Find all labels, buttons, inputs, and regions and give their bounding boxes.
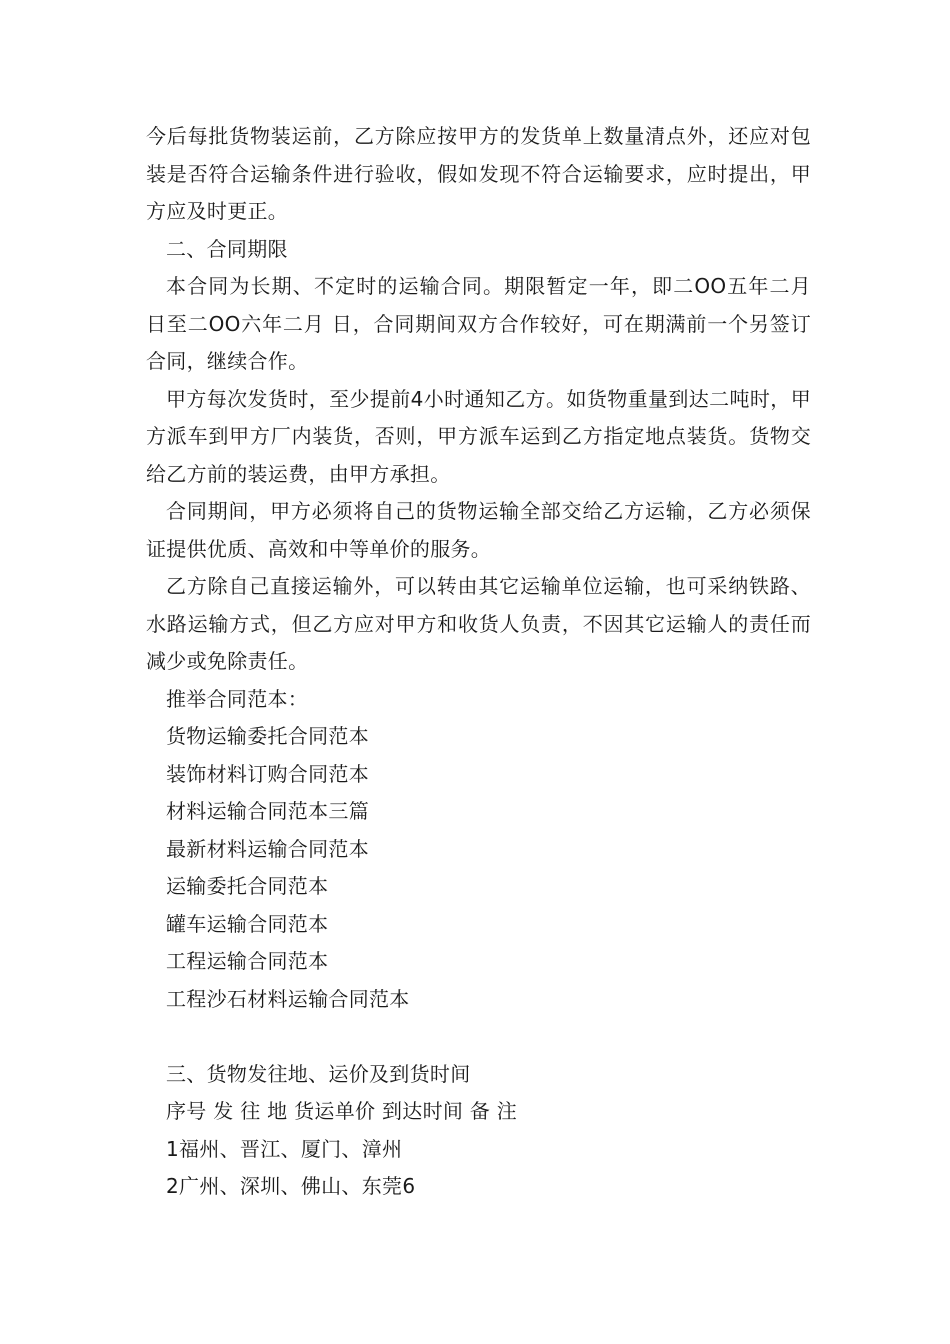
document-body [146, 118, 811, 1206]
recommend-link[interactable]: 运输委托合同范本 [166, 874, 329, 898]
table-header: 序号 发 往 地 货运单价 到达时间 备 注 [166, 1099, 518, 1123]
table-row: 2广州、深圳、佛山、东莞6 [166, 1174, 416, 1198]
recommend-link[interactable]: 货物运输委托合同范本 [166, 724, 369, 748]
section-heading-destinations: 三、货物发往地、运价及到货时间 [166, 1061, 471, 1086]
recommend-link[interactable]: 罐车运输合同范本 [166, 911, 329, 936]
blank-line [146, 1018, 811, 1056]
paragraph-contract-term: 本合同为长期、不定时的运输合同。期限暂定一年，即二OO五年二月 日至二OO六年二月 日，合同期间双方合作较好，可在期满前一个另签订合同，继续合作。 [146, 274, 811, 373]
paragraph-inspection: 今后每批货物装运前，乙方除应按甲方的发货单上数量清点外，还应对包装是否符合运输条件进行验收，假如发现不符合运输要求，应时提出，甲方应及时更正。 [146, 124, 811, 223]
recommend-link[interactable]: 装饰材料订购合同范本 [166, 761, 369, 786]
paragraph-exclusive-transport: 合同期间，甲方必须将自己的货物运输全部交给乙方运输，乙方必须保证提供优质、高效和中等单价的服务。 [146, 499, 811, 561]
paragraph-subcontract-transport: 乙方除自己直接运输外，可以转由其它运输单位运输，也可采纳铁路、水路运输方式，但乙方应对甲方和收货人负责，不因其它运输人的责任而减少或免除责任。 [146, 574, 811, 673]
recommend-link[interactable]: 最新材料运输合同范本 [166, 836, 369, 861]
paragraph-shipping-notice: 甲方每次发货时，至少提前4小时通知乙方。如货物重量到达二吨时，甲方派车到甲方厂内装货，否则，甲方派车运到乙方指定地点装货。货物交给乙方前的装运费，由甲方承担。 [146, 386, 811, 486]
recommend-link[interactable]: 材料运输合同范本三篇 [166, 799, 369, 823]
recommend-link[interactable]: 工程沙石材料运输合同范本 [166, 986, 410, 1011]
recommend-link[interactable]: 工程运输合同范本 [166, 949, 329, 973]
table-row: 1福州、晋江、厦门、漳州 [166, 1136, 403, 1161]
section-heading-contract-term: 二、合同期限 [166, 236, 288, 261]
recommend-title: 推举合同范本： [166, 686, 309, 711]
